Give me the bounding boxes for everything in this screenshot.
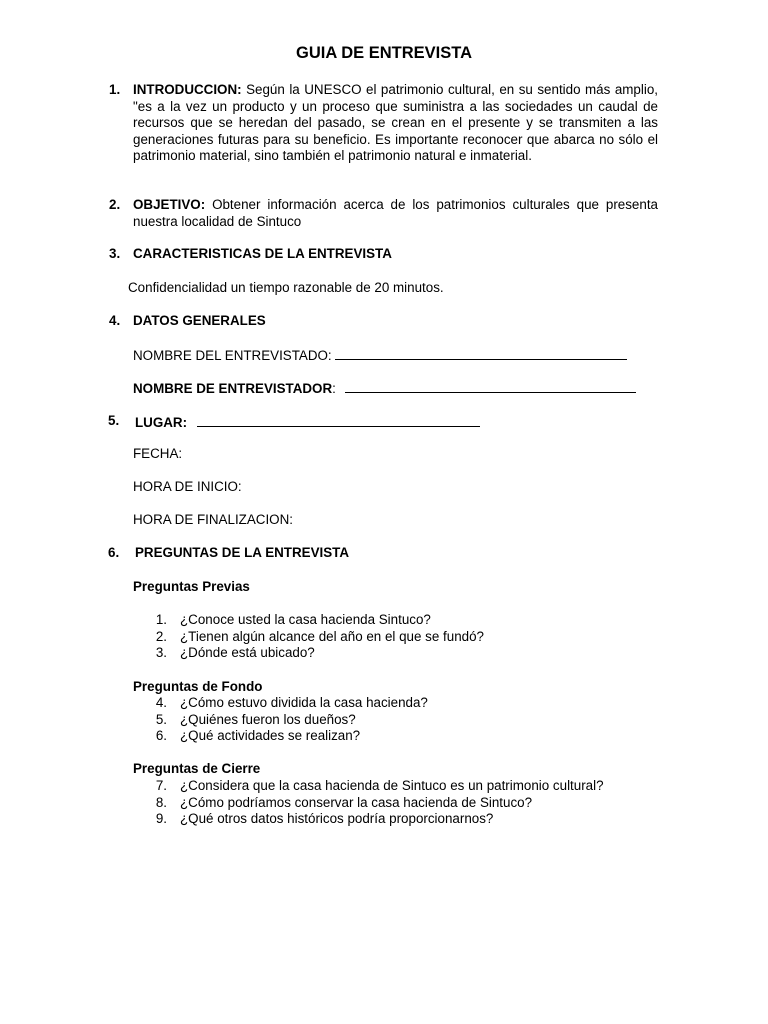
question-number: 5. [155,711,167,727]
fecha-label: FECHA: [133,446,183,461]
intro-paragraph [133,82,658,165]
objetivo-text: Obtener información acerca de los patrimonios culturales que presenta nuestra localidad de Sintuco [133,197,658,229]
section-number-objetivo: 2. [109,197,121,212]
question-text: ¿Qué otros datos históricos podría proporcionarnos? [180,811,494,826]
objetivo-paragraph [133,197,658,230]
section-number-lugar: 5. [108,413,120,428]
page-title: GUIA DE ENTREVISTA [295,44,472,62]
entrevistado-row [133,346,627,365]
section-number-intro: 1. [109,82,121,97]
question-text: ¿Quiénes fueron los dueños? [180,711,356,727]
preguntas-heading: PREGUNTAS DE LA ENTREVISTA [135,545,350,560]
question-number: 7. [155,778,167,793]
question-number: 4. [155,695,167,710]
group-heading-previas: Preguntas Previas [133,579,250,594]
question-number: 3. [155,645,167,660]
caracteristicas-text: Confidencialidad un tiempo razonable de 20 minutos. [128,280,444,295]
hora-inicio-label: HORA DE INICIO: [133,479,242,494]
entrevistador-blank-line[interactable] [345,379,636,393]
question-number: 8. [155,794,167,810]
intro-label: INTRODUCCION: [133,82,242,97]
question-number: 1. [155,612,167,627]
entrevistado-blank-line[interactable] [335,346,627,360]
caracteristicas-heading: CARACTERISTICAS DE LA ENTREVISTA [133,246,392,261]
question-text: ¿Qué actividades se realizan? [180,728,361,743]
question-number: 6. [155,728,167,743]
group-heading-fondo: Preguntas de Fondo [133,679,263,694]
objetivo-label: OBJETIVO: [133,197,206,212]
question-number: 2. [155,628,167,644]
group-heading-cierre: Preguntas de Cierre [133,761,261,776]
question-text: ¿Dónde está ubicado? [180,645,315,660]
entrevistador-row [133,379,636,398]
question-number: 9. [155,811,167,826]
entrevistador-label: NOMBRE DE ENTREVISTADOR [133,381,333,396]
section-number-caracteristicas: 3. [109,246,121,261]
datos-heading: DATOS GENERALES [133,313,266,328]
lugar-label: LUGAR: [135,415,188,430]
section-number-preguntas: 6. [108,545,120,560]
hora-fin-label: HORA DE FINALIZACION: [133,512,293,527]
question-text: ¿Conoce usted la casa hacienda Sintuco? [180,612,431,627]
question-text: ¿Cómo podríamos conservar la casa hacienda de Sintuco? [180,794,533,810]
entrevistador-colon: : [332,381,336,396]
intro-text: Según la UNESCO el patrimonio cultural, en su sentido más amplio, "es a la vez un producto y un proceso que suministra a las sociedades un caudal de recursos que se heredan del pasado, se crean en el presente y se transmiten a las generaciones futuras para su beneficio. Es importante reconocer que abarca no sólo el patrimonio material, sino también el patrimonio natural e inmaterial. [133,82,658,164]
lugar-blank-line[interactable] [197,413,480,427]
entrevistado-label: NOMBRE DEL ENTREVISTADO: [133,348,332,363]
question-text: ¿Considera que la casa hacienda de Sintuco es un patrimonio cultural? [180,778,604,793]
lugar-row [135,413,480,432]
section-number-datos: 4. [109,313,121,328]
question-text: ¿Tienen algún alcance del año en el que se fundó? [180,628,484,644]
question-text: ¿Cómo estuvo dividida la casa hacienda? [180,695,428,710]
